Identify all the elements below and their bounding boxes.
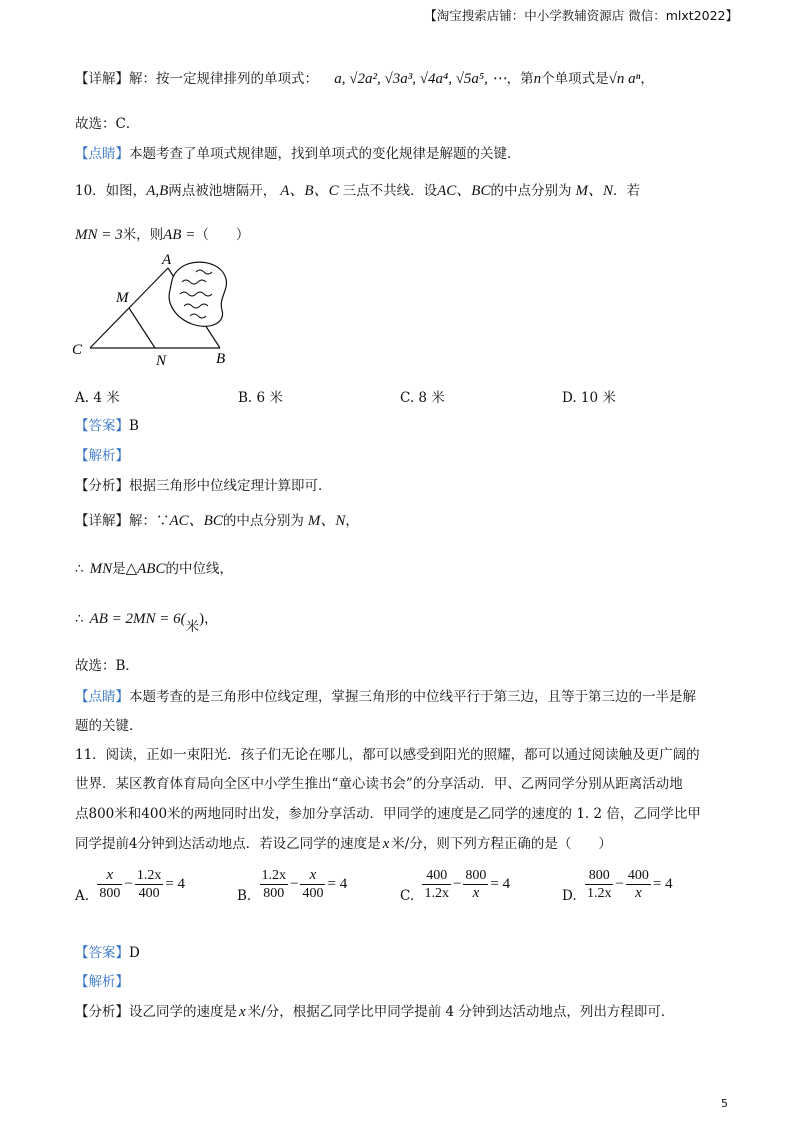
label-c: C (72, 342, 83, 358)
q11-fenxi: 【分析】设乙同学的速度是 x 米/分，根据乙同学比甲同学提前 4 分钟到达活动地点，列出方程即可． (75, 1004, 675, 1020)
q10-detail-line2: ∴ MN是△ABC的中位线， (75, 561, 233, 577)
q10-comment-line2: 题的关键． (75, 718, 143, 734)
q11-analysis-label: 【解析】 (75, 974, 129, 990)
q11-stem-line1: 11．阅读，正如一束阳光．孩子们无论在哪儿，都可以感受到阳光的照耀，都可以通过阅读触及更广阔的 (75, 747, 700, 763)
q9-comment: 【点睛】本题考查了单项式规律题，找到单项式的变化规律是解题的关键． (75, 146, 521, 162)
label-m: M (116, 290, 129, 306)
q9-detail-line: 【详解】解：按一定规律排列的单项式： a, √2a², √3a³, √4a⁴, √5a⁵, ⋯，第n个单项式是√n aⁿ， (75, 71, 654, 87)
page-number: 5 (721, 1097, 728, 1110)
q11-option-b: B. $\frac{1.2x}{800}$ − $\frac{x}{400}$ = 4 (237, 867, 348, 904)
q10-comment-line1: 【点睛】本题考查的是三角形中位线定理，掌握三角形的中位线平行于第三边，且等于第三边的一半是解 (75, 689, 696, 705)
watermark-banner: 【淘宝搜索店铺：中小学教辅资源店 微信：mlxt2022】 (424, 8, 738, 23)
q11-stem-line3: 点800米和400米的两地同时出发，参加分享活动．甲同学的速度是乙同学的速度的 1. 2 倍，乙同学比甲 (75, 806, 701, 822)
q11-answer: 【答案】D (75, 945, 140, 961)
q10-option-d: D. 10 米 (562, 390, 616, 406)
pond-shape (169, 262, 226, 326)
q10-stem-line1: 10．如图，A,B两点被池塘隔开， A、B、C 三点不共线．设AC、BC的中点分别为 M、N．若 (75, 183, 640, 199)
q10-detail-line1: 【详解】解：∵AC、BC的中点分别为 M、N， (75, 513, 359, 529)
label-b: B (216, 351, 226, 367)
q9-nth-formula: √n aⁿ (608, 71, 641, 87)
q10-analysis-label: 【解析】 (75, 448, 129, 464)
q9-sequence: a, √2a², √3a³, √4a⁴, √5a⁵, ⋯ (334, 71, 507, 87)
q11-option-c: C. $\frac{400}{1.2x}$ − $\frac{800}{x}$ = 4 (400, 868, 511, 904)
pond-triangle-figure (68, 248, 248, 372)
q10-choice: 故选：B． (75, 658, 139, 674)
label-n: N (156, 353, 167, 369)
label-a: A (162, 252, 172, 268)
midline-mn (129, 308, 155, 348)
q9-choice: 故选：C． (75, 116, 140, 132)
q11-stem-line2: 世界．某区教育体育局向全区中小学生推出“童心读书会”的分享活动．甲、乙两同学分别从距离活动地 (75, 776, 683, 792)
q10-stem-line2: MN = 3米，则AB =（ ） (75, 227, 250, 243)
q10-detail-line3: ∴ AB = 2MN = 6(米)， (75, 611, 218, 635)
q10-option-c: C. 8 米 (400, 390, 445, 406)
q11-option-a: A. $\frac{x}{800}$ − $\frac{1.2x}{400}$ = 4 (75, 867, 186, 904)
q11-option-d: D. $\frac{800}{1.2x}$ − $\frac{400}{x}$ = 4 (562, 868, 673, 904)
q10-answer: 【答案】B (75, 418, 139, 434)
q10-option-b: B. 6 米 (238, 390, 283, 406)
q10-option-a: A. 4 米 (75, 390, 120, 406)
q11-stem-line4: 同学提前4分钟到达活动地点．若设乙同学的速度是 x 米/分，则下列方程正确的是（ ） (75, 836, 612, 852)
q10-fenxi: 【分析】根据三角形中位线定理计算即可． (75, 478, 332, 494)
